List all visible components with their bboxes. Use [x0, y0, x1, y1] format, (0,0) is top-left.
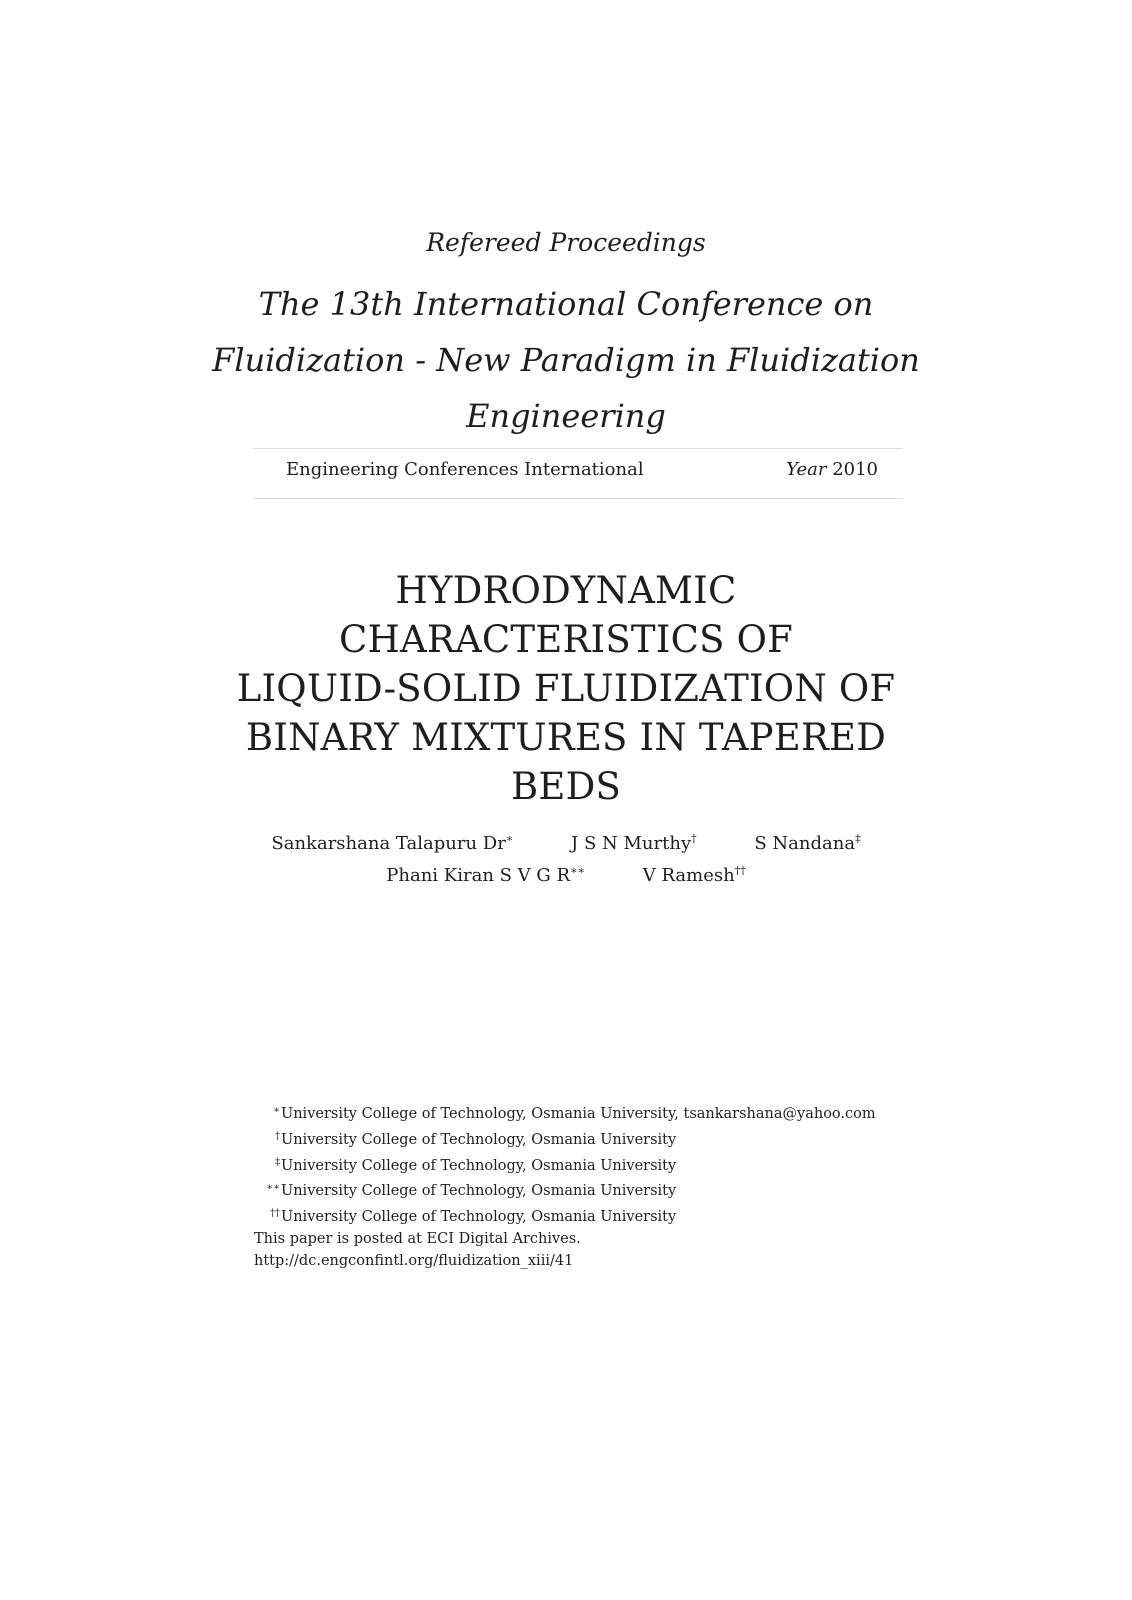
- footnote-mark: ‡: [275, 1156, 280, 1168]
- header-rule-bottom: [253, 498, 903, 499]
- author-footnote-mark: ‡: [855, 832, 861, 845]
- author-list-row-2: [0, 864, 1132, 886]
- paper-title-line: LIQUID-SOLID FLUIDIZATION OF: [236, 667, 896, 710]
- paper-title-line: CHARACTERISTICS OF: [338, 618, 793, 661]
- footnote: [254, 1100, 904, 1126]
- header-rule-top: [253, 448, 903, 449]
- footnote-mark: †: [275, 1130, 280, 1142]
- footnote-text: University College of Technology, Osmania University: [281, 1131, 677, 1148]
- footnote-mark: ∗∗: [266, 1182, 280, 1194]
- author-footnote-mark: ∗: [505, 832, 514, 845]
- author-name: S Nandana: [754, 833, 856, 854]
- footnote-text: University College of Technology, Osmania University: [281, 1157, 677, 1174]
- conference-title-line: The 13th International Conference on: [258, 285, 874, 323]
- footnote-mark: ∗: [273, 1105, 280, 1116]
- conference-title-line: Engineering: [466, 397, 666, 435]
- footnote: [254, 1203, 904, 1229]
- publication-year: [700, 459, 878, 480]
- author: [386, 864, 585, 886]
- author: [754, 832, 860, 854]
- footnote-text: University College of Technology, Osmania University: [281, 1209, 677, 1226]
- paper-title-line: BEDS: [510, 765, 621, 808]
- author-footnote-mark: ††: [734, 864, 746, 877]
- year-value: 2010: [832, 459, 878, 480]
- author-footnote-mark: †: [691, 832, 697, 845]
- affiliation-footnotes: [254, 1100, 904, 1273]
- paper-title-line: BINARY MIXTURES IN TAPERED: [245, 716, 887, 759]
- author: [643, 864, 746, 886]
- author: [271, 832, 513, 854]
- archive-url: http://dc.engconfintl.org/fluidization_xiii/41: [254, 1252, 574, 1269]
- footnote: [254, 1126, 904, 1152]
- paper-title: [0, 566, 1132, 811]
- conference-title-line: Fluidization - New Paradigm in Fluidization: [212, 341, 920, 379]
- footnote-text: University College of Technology, Osmania University, tsankarshana@yahoo.com: [281, 1106, 876, 1122]
- author-footnote-mark: ∗∗: [570, 864, 586, 877]
- footnote-text: University College of Technology, Osmania University: [281, 1183, 677, 1200]
- author-name: J S N Murthy: [571, 833, 692, 854]
- publisher-name: Engineering Conferences International: [286, 459, 644, 480]
- author-name: Phani Kiran S V G R: [386, 865, 571, 886]
- paper-title-line: HYDRODYNAMIC: [395, 569, 737, 612]
- posting-note: This paper is posted at ECI Digital Archives.: [254, 1230, 581, 1247]
- footnote: [254, 1177, 904, 1203]
- conference-title: [0, 276, 1132, 444]
- author: [571, 832, 697, 854]
- author-list-row-1: [0, 832, 1132, 854]
- footnote: [254, 1152, 904, 1178]
- author-name: V Ramesh: [642, 865, 735, 886]
- year-label: Year: [786, 459, 827, 480]
- author-name: Sankarshana Talapuru Dr: [271, 833, 506, 854]
- proceedings-kicker: Refereed Proceedings: [426, 228, 706, 257]
- footnote-mark: ††: [270, 1208, 280, 1220]
